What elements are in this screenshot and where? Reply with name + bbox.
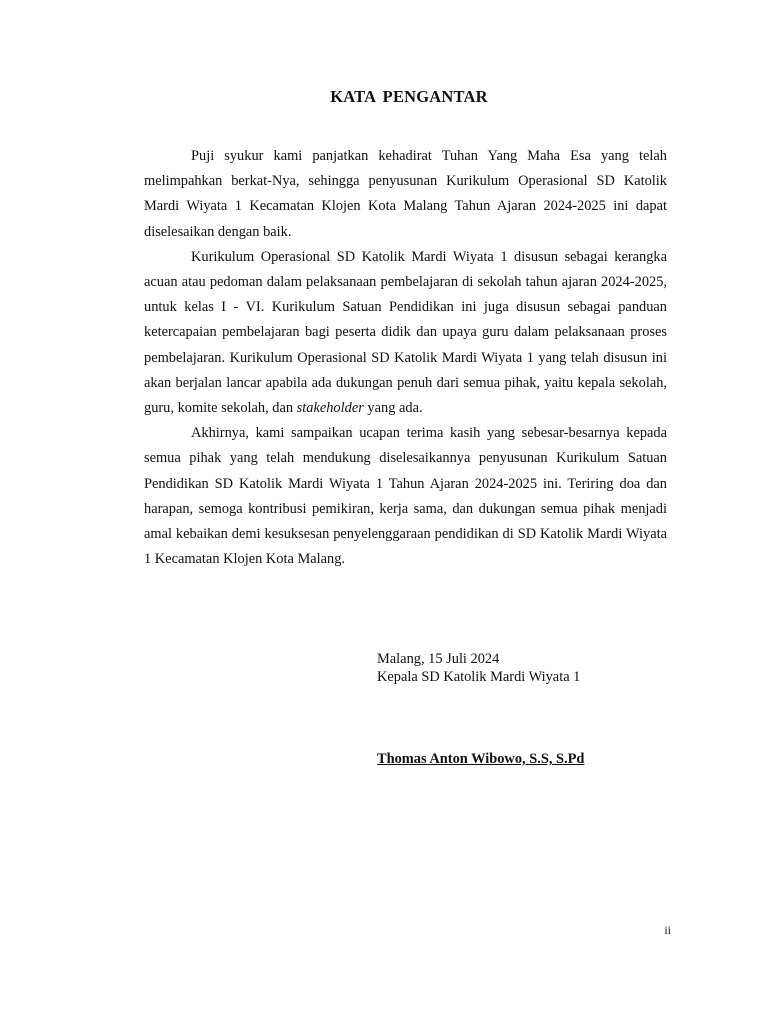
paragraph-curriculum — [144, 245, 667, 421]
signer-position: Kepala SD Katolik Mardi Wiyata 1 — [377, 669, 581, 685]
signature-block — [377, 650, 580, 686]
paragraph-curriculum-end: yang ada. — [363, 400, 423, 417]
page-title: KATA PENGANTAR — [330, 87, 488, 106]
paragraph-opening: Puji syukur kami panjatkan kehadirat Tuhan Yang Maha Esa yang telah melimpahkan berkat-Nya, sehingga penyusunan Kurikulum Operasional SD Katolik Mardi Wiyata 1 Kecamatan Klojen Kota Malang Tahun Ajaran 2024-2025 ini dapat diselesaikan dengan baik. — [144, 148, 667, 240]
paragraph-closing: Akhirnya, kami sampaikan ucapan terima kasih yang sebesar-besarnya kepada semua pihak yang telah mendukung diselesaikannya penyusunan Kurikulum Satuan Pendidikan SD Katolik Mardi Wiyata 1 Tahun Ajaran 2024-2025 ini. Teriring doa dan harapan, semoga kontribusi pemikiran, kerja sama, dan dukungan semua pihak menjadi amal kebaikan demi kesuksesan penyelenggaraan pendidikan di SD Katolik Mardi Wiyata 1 Kecamatan Klojen Kota Malang. — [144, 425, 667, 568]
paragraph-curriculum-main: Kurikulum Operasional SD Katolik Mardi Wiyata 1 disusun sebagai kerangka acuan atau pedoman dalam pelaksanaan pembelajaran di sekolah tahun ajaran 2024-2025, untuk kelas I - VI. Kurikulum Satuan Pendidikan ini juga disusun sebagai panduan ketercapaian pembelajaran bagi peserta didik dan upaya guru dalam pelaksanaan proses pembelajaran. Kurikulum Operasional SD Katolik Mardi Wiyata 1 yang telah disusun ini akan berjalan lancar apabila ada dukungan penuh dari semua pihak, yaitu kepala sekolah, guru, komite sekolah, dan — [144, 248, 667, 417]
stakeholder-term: stakeholder — [296, 400, 364, 417]
place-date: Malang, 15 Juli 2024 — [377, 651, 500, 667]
page-number: ii — [664, 923, 671, 937]
body-text — [144, 144, 667, 572]
signer-name: Thomas Anton Wibowo, S.S, S.Pd — [377, 751, 585, 767]
